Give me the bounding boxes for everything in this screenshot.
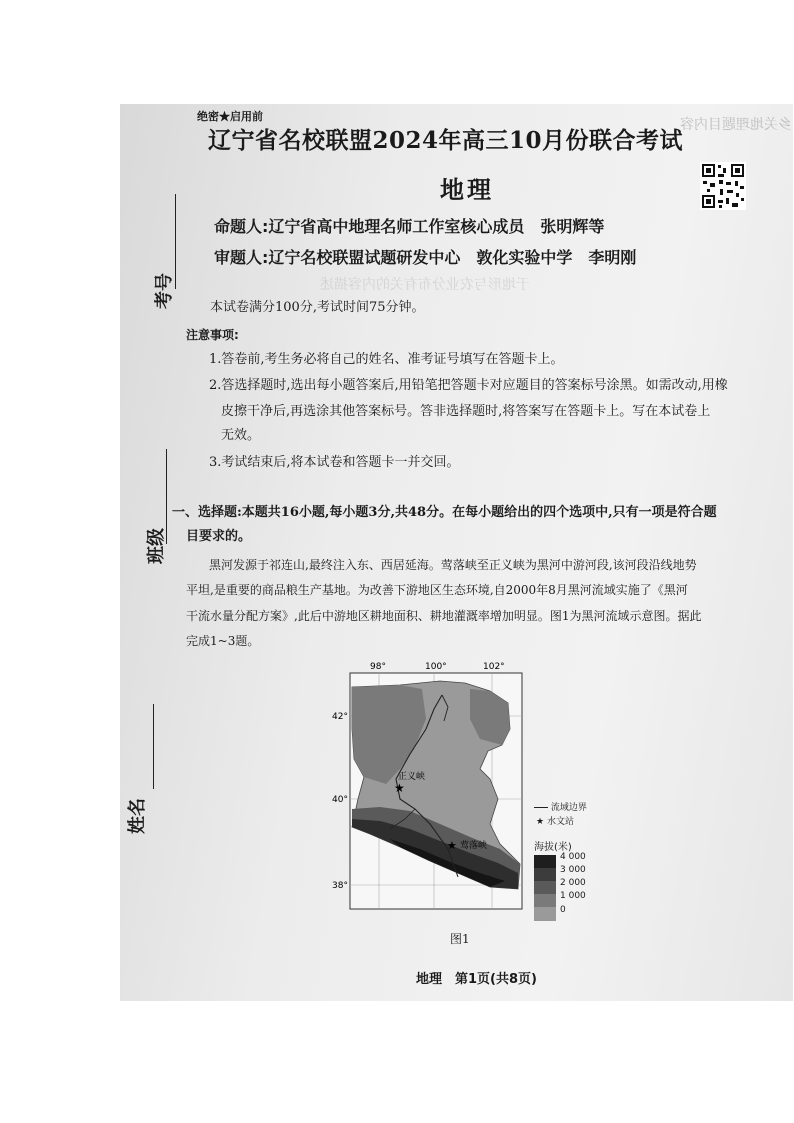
star-icon: ★ (536, 817, 545, 827)
lon-tick-102: 102° (483, 662, 505, 672)
subject-title: 地理 (440, 175, 494, 204)
proposer-line: 命题人:辽宁省高中地理名师工作室核心成员 张明辉等 (214, 217, 605, 236)
bleed-through-text: 于地形与农业分布有关的内容描述 (320, 277, 530, 293)
reviewer-line: 审题人:辽宁名校联盟试题研发中心 敦化实验中学 李明刚 (214, 248, 637, 267)
lon-tick-100: 100° (425, 662, 447, 672)
confidential-label: 绝密★启用前 (197, 110, 263, 123)
section-heading: 一、选择题:本题共16小题,每小题3分,共48分。在每小题给出的四个选项中,只有一项是符合题 (172, 505, 717, 520)
map-legend (534, 800, 614, 930)
elev-value: 0 (560, 905, 566, 915)
name-label: 姓名 (127, 798, 148, 834)
name-line (153, 704, 154, 789)
page-footer: 地理 第1页(共8页) (416, 972, 537, 987)
elev-value: 3 000 (560, 865, 586, 875)
exam-paper (120, 104, 793, 1001)
note-item: 1.答卷前,考生务必将自己的姓名、准考证号填写在答题卡上。 (209, 352, 564, 367)
legend-boundary (534, 800, 587, 813)
section-heading-cont: 目要求的。 (186, 529, 252, 544)
lat-tick-38: 38° (332, 881, 348, 891)
legend-station (536, 814, 574, 827)
station-marker-icon: ★ (447, 839, 457, 852)
lat-tick-42: 42° (332, 712, 348, 722)
elevation-swatch (534, 894, 556, 907)
elev-value: 2 000 (560, 878, 586, 888)
lon-tick-98: 98° (370, 662, 386, 672)
elevation-swatch (534, 855, 556, 868)
intro-paragraph: 黑河发源于祁连山,最终注入东、西居延海。莺落峡至正义峡为黑河中游河段,该河段沿线地势 (209, 558, 697, 572)
legend-station-label: 水文站 (546, 817, 574, 827)
notes-title: 注意事项: (186, 328, 239, 342)
elev-value: 1 000 (560, 891, 586, 901)
intro-paragraph: 干流水量分配方案》,此后中游地区耕地面积、耕地灌溉率增加明显。图1为黑河流域示意图。据此 (186, 609, 702, 623)
bleed-through-text: 乡关地理题目内容 (680, 117, 792, 133)
note-item: 皮擦干净后,再选涂其他答案标号。答非选择题时,将答案写在答题卡上。写在本试卷上 (221, 404, 711, 419)
class-label: 班级 (146, 528, 167, 564)
figure-caption: 图1 (450, 932, 470, 946)
legend-elevation-title: 海拔(米) (534, 842, 572, 853)
intro-paragraph: 完成1~3题。 (186, 634, 260, 648)
note-item: 2.答选择题时,选出每小题答案后,用铅笔把答题卡对应题目的答案标号涂黑。如需改动,用橡 (209, 378, 728, 393)
note-item: 3.考试结束后,将本试卷和答题卡一并交回。 (209, 455, 460, 470)
station-marker-icon: ★ (394, 781, 405, 795)
station-label-zhengyixia: 正义峡 (398, 772, 426, 782)
station-label-yingluoxia: 莺落峡 (460, 841, 488, 851)
note-item: 无效。 (221, 428, 261, 443)
elev-value: 4 000 (560, 852, 586, 862)
boundary-line-icon (534, 807, 548, 808)
exam-number-label: 考号 (154, 273, 175, 309)
legend-boundary-label: 流域边界 (550, 803, 587, 813)
elevation-scale (534, 855, 556, 921)
elevation-swatch (534, 868, 556, 881)
exam-title: 辽宁省名校联盟2024年高三10月份联合考试 (208, 127, 684, 154)
elevation-swatch (534, 881, 556, 894)
exam-info: 本试卷满分100分,考试时间75分钟。 (210, 300, 425, 315)
elevation-swatch (534, 907, 556, 921)
qr-code-icon (700, 162, 746, 210)
lat-tick-40: 40° (332, 795, 348, 805)
intro-paragraph: 平坦,是重要的商品粮生产基地。为改善下游地区生态环境,自2000年8月黑河流域实施了《黑河 (186, 583, 688, 597)
